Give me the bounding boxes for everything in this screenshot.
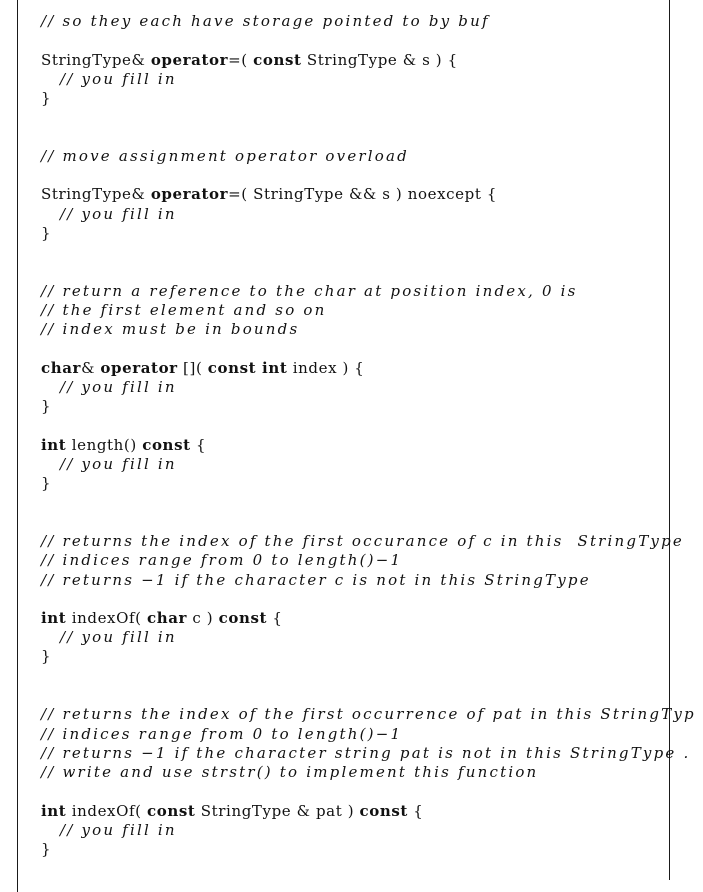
code-comment: // returns −1 if the character c is not in this StringType: [41, 571, 591, 589]
code-line: [41, 320, 299, 338]
code-line: [60, 378, 177, 396]
code-text: {: [267, 609, 283, 627]
code-line: [41, 763, 538, 781]
code-line: [41, 802, 423, 820]
code-line: [41, 224, 51, 242]
code-comment: // you fill in: [60, 205, 177, 223]
code-text: length(): [66, 436, 143, 454]
code-comment: // you fill in: [60, 70, 177, 88]
code-keyword: operator: [150, 51, 229, 69]
code-text: &: [81, 359, 101, 377]
code-comment: // returns the index of the first occurrence of pat in this StringTyp: [41, 705, 696, 723]
code-keyword: char: [146, 609, 188, 627]
code-comment: // returns the index of the first occurance of c in this StringType: [41, 532, 684, 550]
code-line: [41, 301, 327, 319]
code-keyword: operator: [150, 185, 229, 203]
code-keyword: operator: [100, 359, 178, 377]
code-comment: // you fill in: [60, 821, 177, 839]
code-comment: // the first element and so on: [41, 301, 327, 319]
code-keyword: int: [41, 436, 67, 454]
code-line: [41, 359, 364, 377]
code-text: {: [407, 802, 424, 820]
code-comment: // write and use strstr() to implement this function: [41, 763, 539, 781]
code-line: [60, 628, 177, 646]
code-line: [41, 744, 690, 762]
code-line: [41, 532, 684, 550]
code-keyword: int: [41, 609, 67, 627]
code-line: [41, 551, 402, 569]
code-text: indexOf(: [66, 609, 147, 627]
code-keyword: const: [218, 609, 268, 627]
code-line: [60, 70, 177, 88]
code-line: [41, 89, 51, 107]
code-text: }: [41, 397, 52, 415]
code-text: StringType&: [41, 51, 151, 69]
code-keyword: int: [41, 802, 67, 820]
code-text: {: [190, 436, 207, 454]
code-keyword: const: [359, 802, 408, 820]
code-line: [41, 705, 696, 723]
code-keyword: const: [253, 51, 302, 69]
code-keyword: const int: [207, 359, 288, 377]
code-text: indexOf(: [66, 802, 147, 820]
code-text: StringType&: [41, 185, 151, 203]
code-text: StringType & s ) {: [301, 51, 458, 69]
code-line: [41, 609, 283, 627]
code-comment: // returns −1 if the character string pat is not in this StringType .: [41, 744, 691, 762]
code-keyword: char: [41, 359, 82, 377]
code-text: StringType & pat ): [195, 802, 360, 820]
code-text: }: [41, 840, 52, 858]
code-text: =( StringType && s ) noexcept {: [228, 185, 497, 203]
code-text: }: [41, 474, 52, 492]
code-line: [41, 185, 497, 203]
code-comment: // move assignment operator overload: [41, 147, 409, 165]
code-line: [41, 282, 578, 300]
code-comment: // indices range from 0 to length()−1: [41, 725, 403, 743]
code-text: c ): [187, 609, 219, 627]
code-text: =(: [228, 51, 254, 69]
code-line: [41, 436, 206, 454]
code-line: [41, 647, 51, 665]
code-line: [41, 840, 51, 858]
code-text: }: [41, 224, 52, 242]
code-text: }: [41, 647, 52, 665]
code-line: [60, 455, 177, 473]
code-line: [60, 821, 177, 839]
code-text: index ) {: [287, 359, 365, 377]
code-line: [41, 474, 51, 492]
code-comment: // you fill in: [60, 378, 177, 396]
code-keyword: const: [146, 802, 196, 820]
code-line: [41, 397, 51, 415]
code-keyword: const: [142, 436, 191, 454]
code-line: [41, 725, 402, 743]
code-text: [](: [177, 359, 208, 377]
code-line: [41, 12, 490, 30]
code-text: }: [41, 89, 52, 107]
code-line: [41, 571, 591, 589]
code-comment: // so they each have storage pointed to by buf: [41, 12, 490, 30]
code-comment: // you fill in: [60, 628, 177, 646]
code-comment: // indices range from 0 to length()−1: [41, 551, 403, 569]
code-line: [41, 147, 409, 165]
code-comment: // index must be in bounds: [41, 320, 300, 338]
code-line: [60, 205, 177, 223]
code-line: [41, 51, 458, 69]
code-comment: // return a reference to the char at position index, 0 is: [41, 282, 578, 300]
code-comment: // you fill in: [60, 455, 177, 473]
